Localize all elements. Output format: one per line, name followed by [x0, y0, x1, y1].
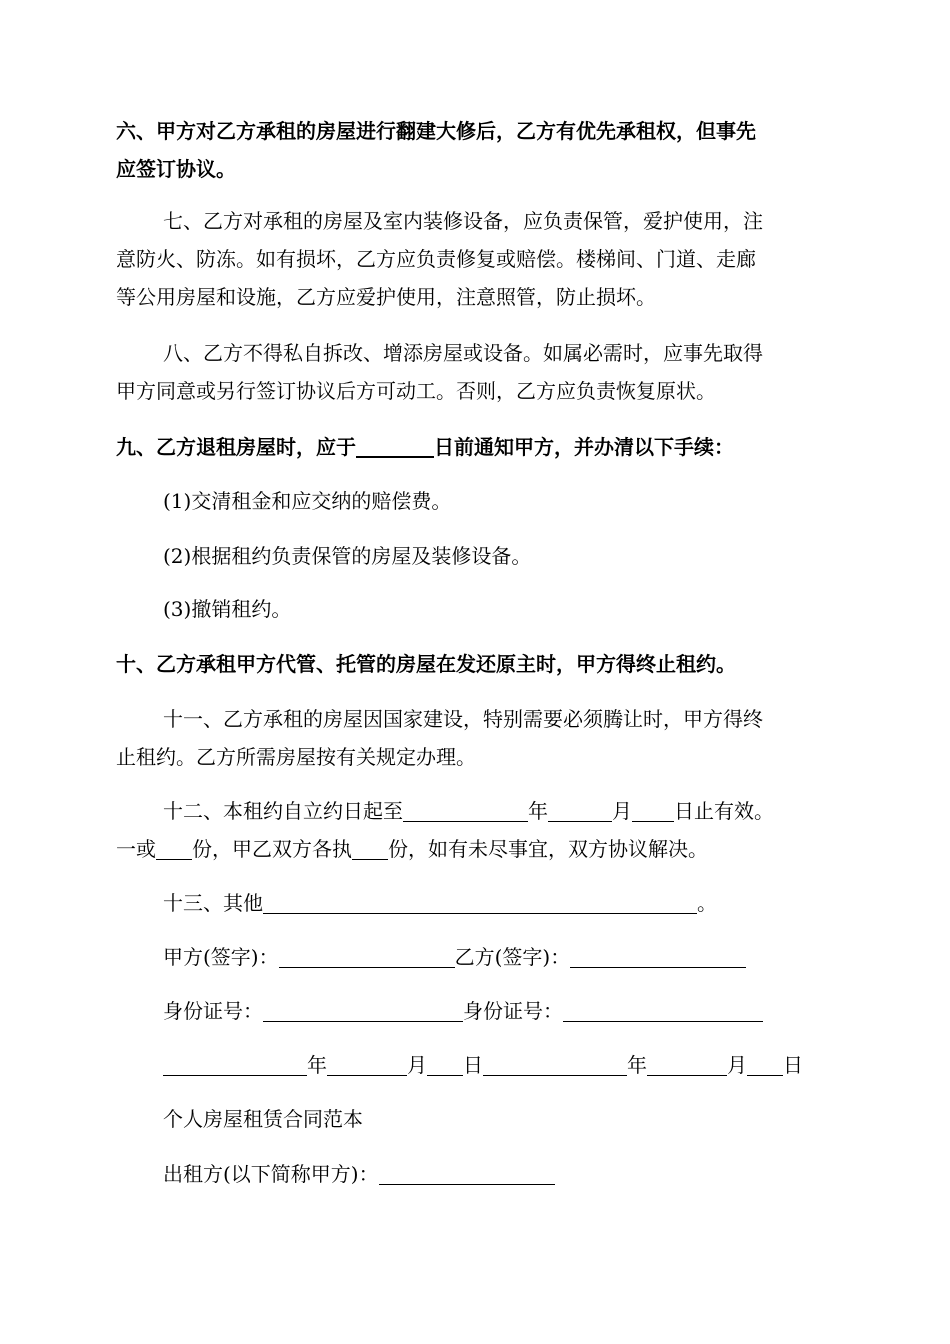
clause-12-line-2	[116, 830, 832, 868]
signature-row	[116, 938, 832, 976]
clause-7-line-2: 意防火、防冻。如有损坏，乙方应负责修复或赔偿。楼梯间、门道、走廊	[116, 247, 756, 271]
clause-13-text-a: 十三、其他	[163, 891, 263, 915]
clause-9	[116, 428, 832, 466]
clause-9-item-3: (3)撤销租约。	[163, 597, 292, 621]
end-day-blank	[632, 797, 674, 822]
clause-10: 十、乙方承租甲方代管、托管的房屋在发还原主时，甲方得终止租约。	[116, 652, 736, 676]
clause-13	[116, 884, 832, 922]
clause-8-line-1: 八、乙方不得私自拆改、增添房屋或设备。如属必需时，应事先取得	[163, 341, 763, 365]
party-b-day-label: 日	[783, 1053, 803, 1077]
clause-9-item-2: (2)根据租约负责保管的房屋及装修设备。	[163, 544, 532, 568]
lessor-blank	[379, 1160, 555, 1185]
party-a-year-blank	[163, 1051, 307, 1076]
id-number-row	[116, 992, 832, 1030]
clause-12-year-label: 年	[528, 799, 548, 823]
clause-13-text-b: 。	[697, 891, 717, 915]
clause-9-item-1: (1)交清租金和应交纳的赔偿费。	[163, 489, 452, 513]
clause-12-text-d: 份，如有未尽事宜，双方协议解决。	[388, 837, 708, 861]
party-b-month-blank	[647, 1051, 727, 1076]
date-row	[116, 1046, 832, 1084]
clause-6	[116, 112, 832, 188]
party-b-day-blank	[747, 1051, 783, 1076]
clause-12-day-label: 日止有效。	[674, 799, 774, 823]
party-a-day-blank	[427, 1051, 463, 1076]
clause-7-line-1: 七、乙方对承租的房屋及室内装修设备，应负责保管，爱护使用，注	[163, 209, 763, 233]
notice-days-blank	[356, 432, 434, 458]
party-a-month-label: 月	[407, 1053, 427, 1077]
party-b-id-label: 身份证号：	[463, 999, 563, 1023]
clause-12-line-1	[116, 792, 832, 830]
clause-9-text-a: 九、乙方退租房屋时，应于	[116, 435, 356, 459]
clause-12-text-c: 份，甲乙双方各执	[192, 837, 352, 861]
party-b-year-blank	[483, 1051, 627, 1076]
party-a-month-blank	[327, 1051, 407, 1076]
end-month-blank	[548, 797, 612, 822]
clause-11	[116, 700, 832, 776]
clause-6-line-2: 应签订协议。	[116, 157, 236, 181]
lessor-label: 出租方(以下简称甲方)：	[163, 1162, 379, 1186]
party-a-day-label: 日	[463, 1053, 483, 1077]
party-a-id-label: 身份证号：	[163, 999, 263, 1023]
clause-12-text-b: 一或	[116, 837, 156, 861]
party-a-year-label: 年	[307, 1053, 327, 1077]
clause-7-line-3: 等公用房屋和设施，乙方应爱护使用，注意照管，防止损坏。	[116, 285, 656, 309]
clause-8-line-2: 甲方同意或另行签订协议后方可动工。否则，乙方应负责恢复原状。	[116, 379, 716, 403]
clause-7	[116, 202, 832, 316]
party-b-signature-blank	[570, 943, 746, 968]
party-b-month-label: 月	[727, 1053, 747, 1077]
party-a-signature-label: 甲方(签字)：	[163, 945, 279, 969]
lessor-row	[116, 1155, 832, 1193]
clause-12-text-a: 十二、本租约自立约日起至	[163, 799, 403, 823]
clause-11-line-1: 十一、乙方承租的房屋因国家建设，特别需要必须腾让时，甲方得终	[163, 707, 763, 731]
next-doc-title: 个人房屋租赁合同范本	[163, 1107, 363, 1131]
clause-12-month-label: 月	[612, 799, 632, 823]
clause-6-line-1: 六、甲方对乙方承租的房屋进行翻建大修后，乙方有优先承租权，但事先	[116, 119, 756, 143]
party-a-id-blank	[263, 997, 463, 1022]
party-b-id-blank	[563, 997, 763, 1022]
other-terms-blank	[263, 889, 697, 914]
copies-total-blank	[156, 835, 192, 860]
clause-8	[116, 334, 832, 410]
copies-each-blank	[352, 835, 388, 860]
clause-9-text-b: 日前通知甲方，并办清以下手续：	[434, 435, 734, 459]
clause-12	[116, 792, 832, 868]
party-a-signature-blank	[279, 943, 455, 968]
party-b-signature-label: 乙方(签字)：	[454, 945, 571, 969]
party-b-year-label: 年	[627, 1053, 647, 1077]
end-year-blank	[403, 797, 528, 822]
clause-11-line-2: 止租约。乙方所需房屋按有关规定办理。	[116, 745, 476, 769]
